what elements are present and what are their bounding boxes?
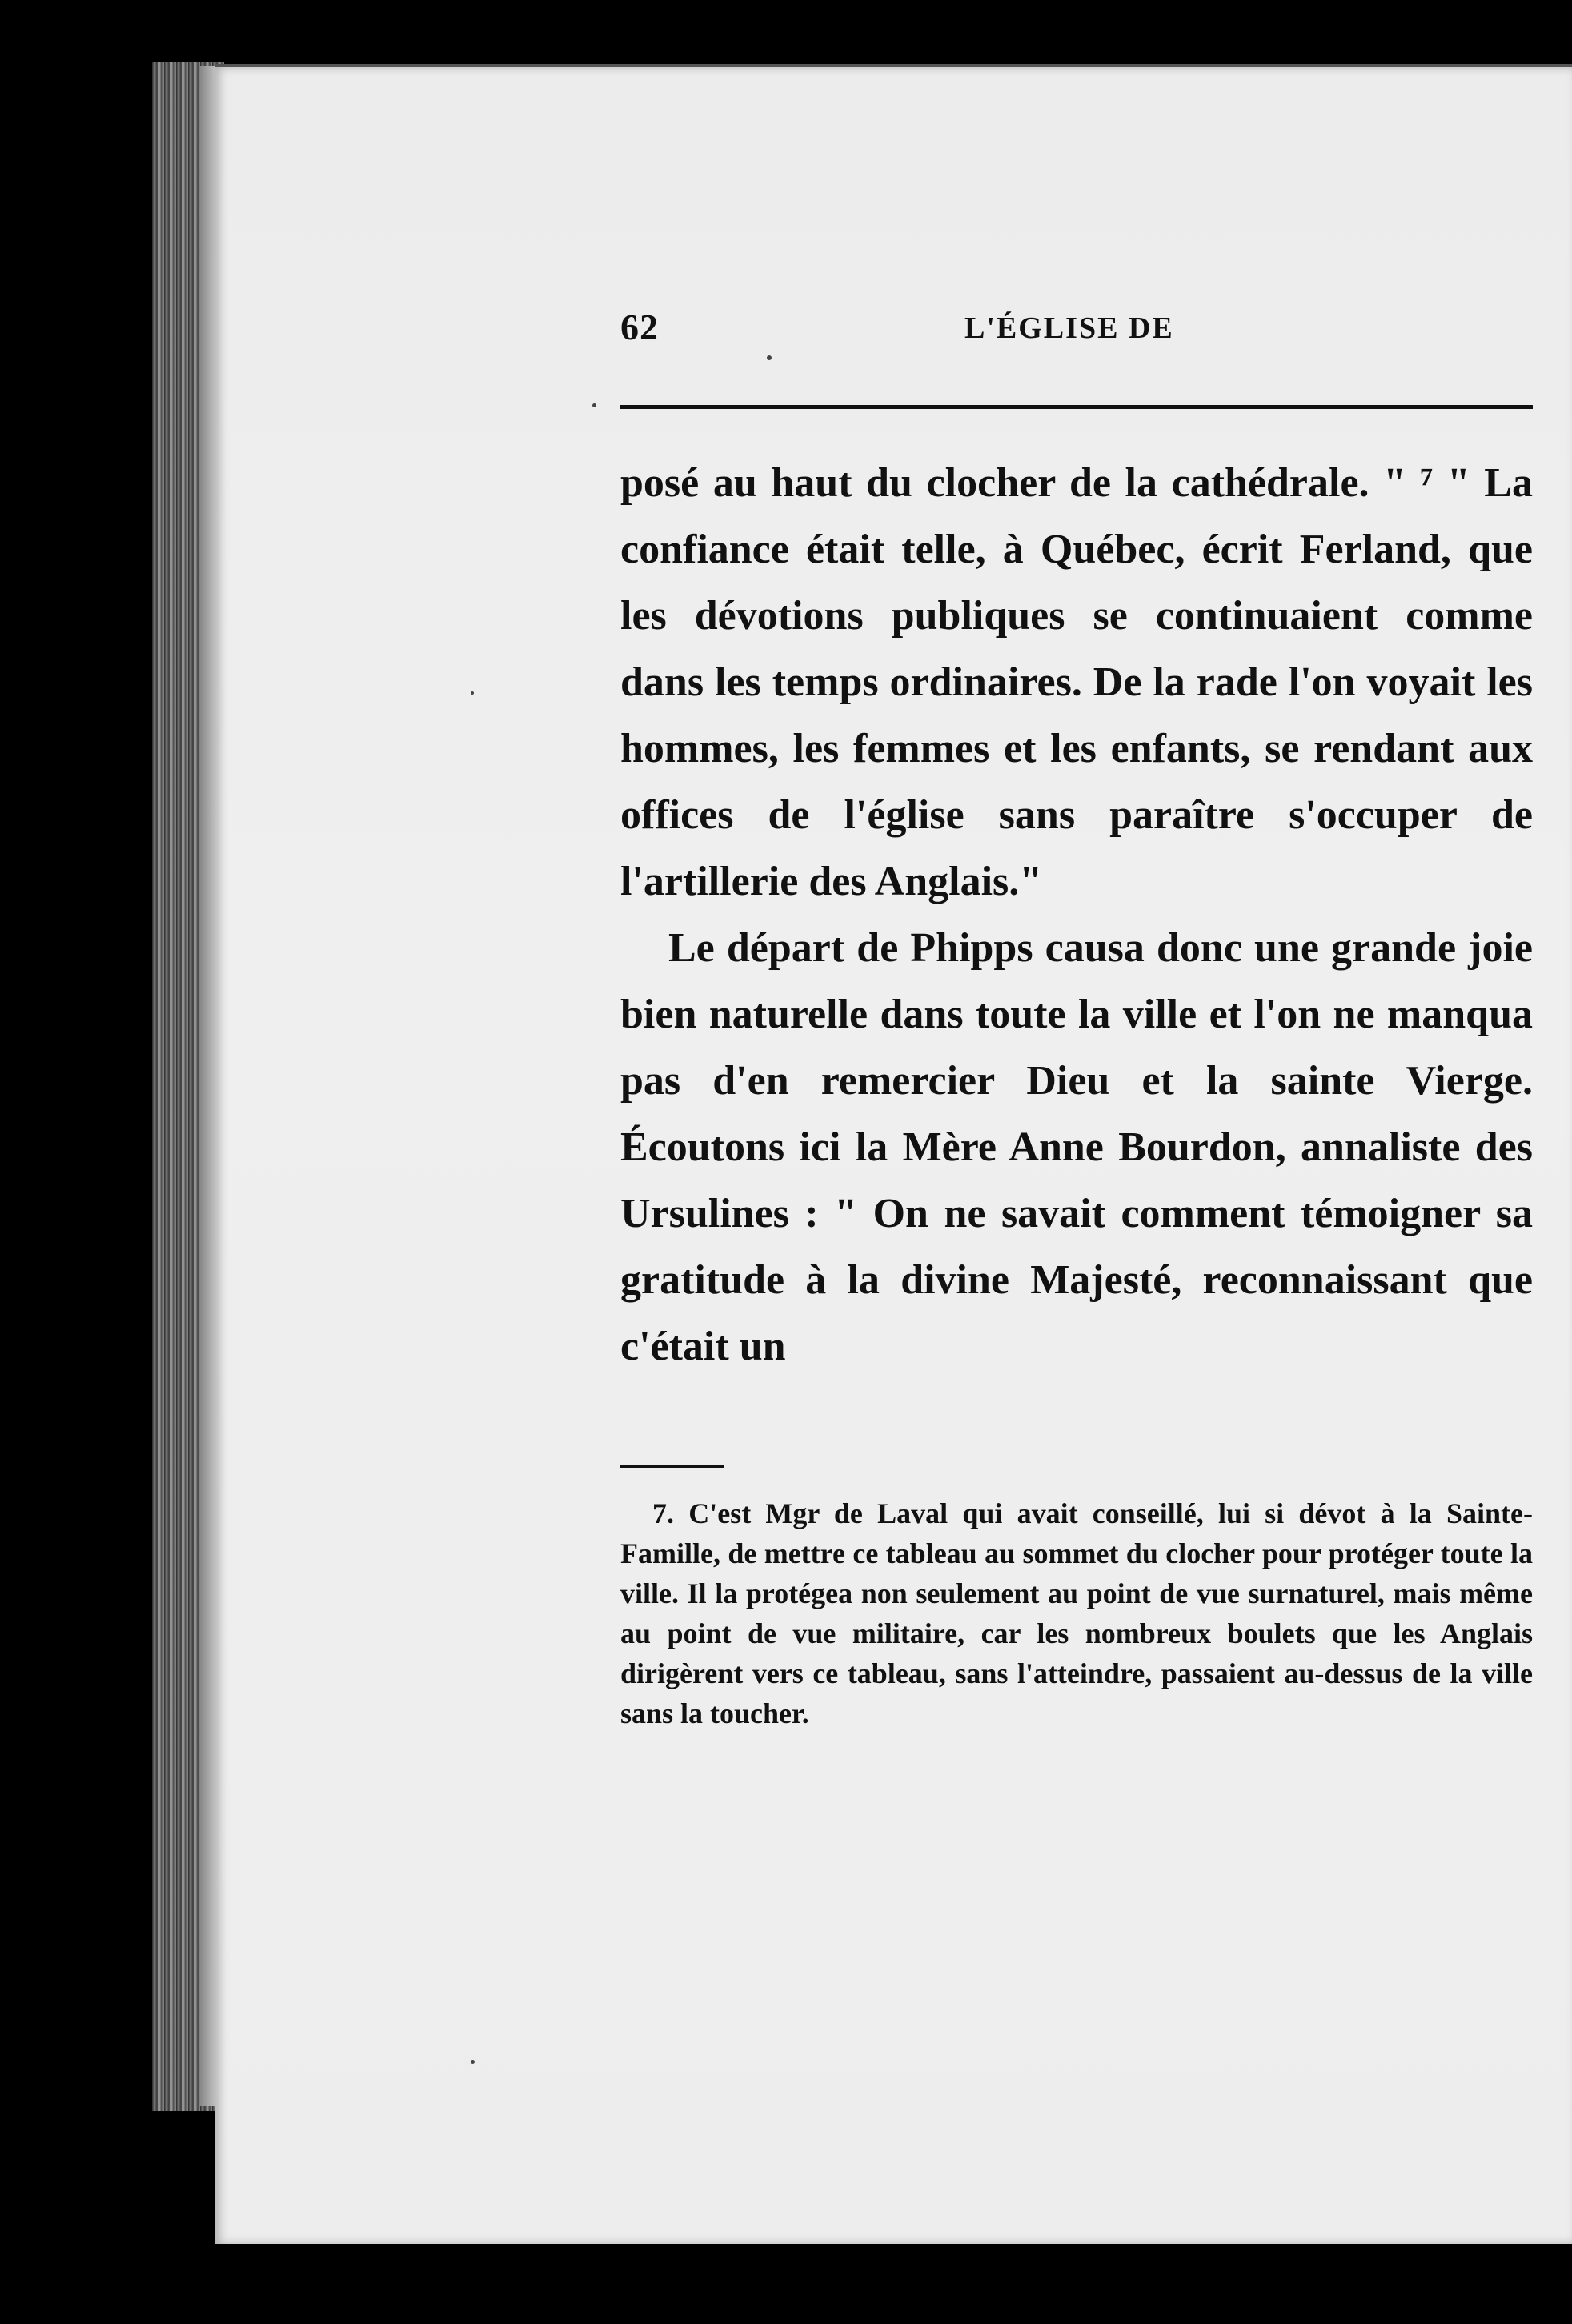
running-head: L'ÉGLISE DE: [964, 311, 1174, 345]
header-rule: [620, 405, 1533, 409]
footnote: 7. C'est Mgr de Laval qui avait conseillé, lui si dévot à la Sainte-Famille, de mettre ce tableau au sommet du clocher pour protéger toute la ville. Il la protégea non seulement au point de vue surnaturel, mais même au point de vue militaire, car les nombreux boulets que les Anglais dirigèrent vers ce tableau, sans l'atteindre, passaient au-dessus de la ville sans la toucher.: [620, 1497, 1533, 1729]
paragraph: posé au haut du clocher de la cathédrale. " ⁷ " La confiance était telle, à Québec, écrit Ferland, que les dévotions publiques se continuaient comme dans les temps ordinaires. De la rade l'on voyait les hommes, les femmes et les enfants, se rendant aux offices de l'église sans paraître s'occuper de l'artillerie des Anglais.": [620, 460, 1533, 904]
paper-speck: [471, 691, 474, 695]
page-number: 62: [620, 307, 659, 347]
paragraph: Le départ de Phipps causa donc une grande joie bien naturelle dans toute la ville et l'on ne manqua pas d'en remercier Dieu et la sainte Vierge. Écoutons ici la Mère Anne Bourdon, annaliste des Ursulines : " On ne savait comment témoigner sa gratitude à la divine Majesté, reconnaissant que c'était un: [620, 925, 1533, 1369]
page-header: [620, 306, 1533, 354]
body-text: [620, 450, 1533, 1380]
paper-speck: [592, 403, 596, 407]
paper-speck: [471, 2060, 475, 2064]
footnote-rule: [620, 1465, 724, 1468]
paper-speck: [767, 355, 772, 360]
